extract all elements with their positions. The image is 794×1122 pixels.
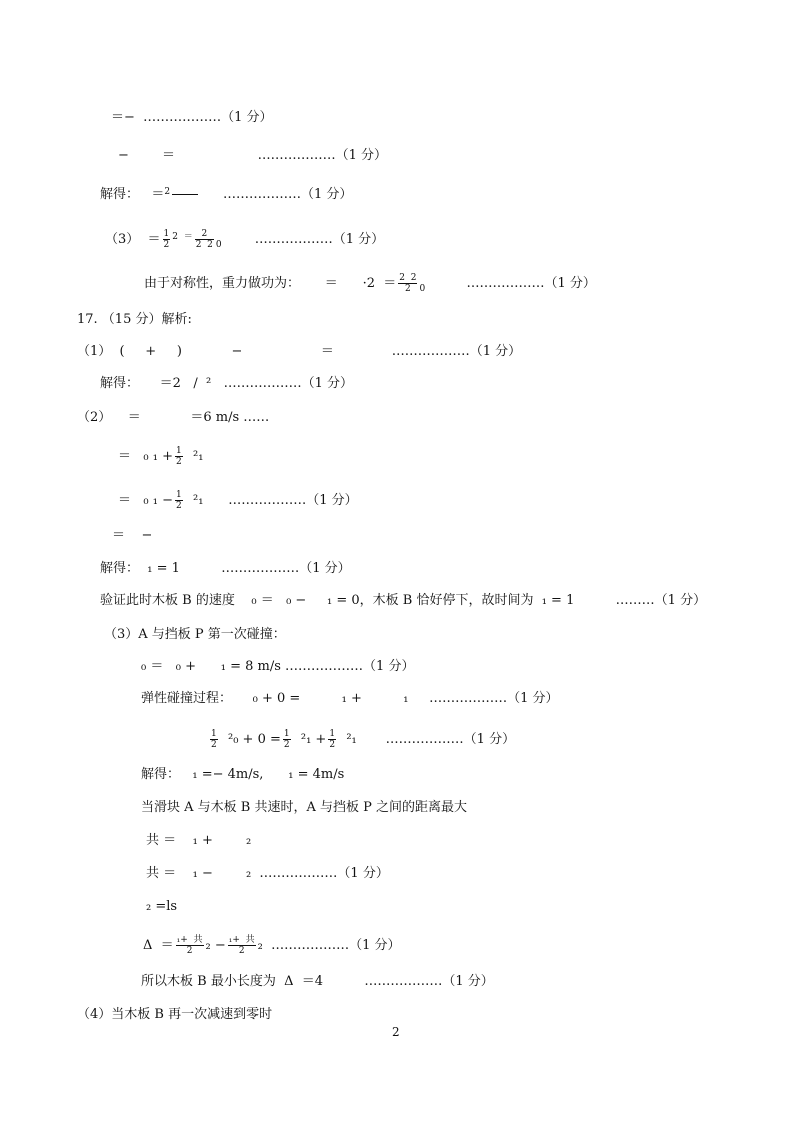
equation-line-22: 共 ＝ ₁ − ₂ ………………（1 分） (146, 866, 389, 881)
denominator: 2 (404, 284, 411, 294)
equation-line-25: 所以木板 B 最小长度为 Δ ＝4 ………………（1 分） (141, 974, 494, 989)
page-number: 2 (392, 1025, 400, 1039)
fraction (163, 229, 171, 250)
expr-part: ²₁ (184, 449, 204, 464)
denominator: 2 (329, 740, 336, 750)
equation-line-17: 弹性碰撞过程： ₀ + 0 = ₁ + ₁ ………………（1 分） (141, 691, 559, 706)
score-note: ………………（1 分） (254, 232, 385, 247)
equation-line-5 (144, 273, 596, 297)
equation-line-2: − ＝ ………………（1 分） (118, 148, 388, 163)
equation-line-13: 解得： ₁ = 1 ………………（1 分） (100, 561, 351, 576)
text-line-20: 当滑块 A 与木板 B 共速时，A 与挡板 P 之间的距离最大 (141, 800, 468, 815)
fraction (176, 935, 204, 956)
equation-line-12: ＝ − (112, 528, 153, 543)
equation-line-10 (118, 446, 203, 467)
denominator: 2 (238, 946, 245, 956)
numerator: ₁+ 共 (176, 935, 203, 945)
fraction (195, 229, 214, 250)
equation-line-7: （1） ( + ) − ＝ ………………（1 分） (77, 344, 522, 359)
denominator: 2 (163, 240, 170, 250)
equation-line-9: （2） ＝ ＝6 m/s …… (77, 410, 270, 425)
expr-part: ＝ ₀ ₁ + (118, 449, 173, 464)
expr-part: ₂ ………………（1 分） (257, 938, 401, 953)
equation-line-3 (100, 184, 352, 203)
superscript: 2 (164, 187, 171, 197)
fraction (398, 273, 417, 294)
fraction (228, 935, 256, 956)
equation-line-8: 解得： ＝2 / ² ………………（1 分） (100, 376, 353, 391)
fraction (175, 490, 183, 511)
denominator: 2 (186, 946, 193, 956)
question-heading: 17. （15 分）解析: (77, 312, 192, 327)
equation-line-11 (118, 490, 358, 511)
part-4-heading: （4）当木板 B 再一次减速到零时 (77, 1007, 273, 1022)
numerator: 1 (283, 729, 290, 739)
denominator: 2 (211, 740, 217, 750)
numerator: 2 (195, 229, 214, 240)
fraction (175, 446, 183, 467)
expr-part: （3） ＝ (105, 232, 161, 247)
expr-part: 由于对称性，重力做功为： ＝ ·2 ＝ (144, 276, 397, 291)
numerator: 1 (163, 229, 170, 239)
equation-line-23: ₂ =ls (146, 899, 178, 914)
equation-line-4 (105, 229, 384, 253)
expr-part: 2 ＝ (172, 232, 193, 242)
numerator: 1 (211, 729, 217, 739)
solve-label: 解得： ＝ (100, 187, 165, 202)
part-3-heading: （3）A 与挡板 P 第一次碰撞： (104, 627, 286, 642)
equation-line-14: 验证此时木板 B 的速度 ₀ ＝ ₀ − ₁ = 0，木板 B 恰好停下，故时间为 ₁ = 1 ………（1 分） (100, 593, 707, 608)
fraction (283, 729, 291, 750)
score-note: ………………（1 分） (222, 187, 353, 202)
equation-line-19: 解得： ₁ =− 4m/s, ₁ = 4m/s (141, 767, 345, 782)
expr-part: ²₁ ………………（1 分） (184, 493, 358, 508)
subscript: 0 (215, 240, 222, 250)
expr-part: Δ ＝ (143, 938, 174, 953)
expr-part: ²₁ + (292, 732, 327, 747)
expr-part: ²₁ ………………（1 分） (338, 732, 516, 747)
subscript: 0 (419, 284, 426, 294)
equation-line-24 (143, 935, 401, 956)
equation-line-18 (208, 729, 515, 750)
numerator: 1 (329, 729, 336, 739)
equation-line-16: ₀ ＝ ₀ + ₁ = 8 m/s ………………（1 分） (141, 659, 415, 674)
numerator: 1 (175, 446, 182, 456)
expr-part: ²₀ + 0 = (219, 732, 281, 747)
denominator: 2 (175, 501, 182, 511)
equation-line-1: ＝− ………………（1 分） (111, 110, 273, 125)
fraction-bar (172, 194, 198, 195)
expr-part: ₂ − (205, 938, 226, 953)
equation-line-21: 共 ＝ ₁ + ₂ (146, 833, 252, 848)
numerator: 1 (175, 490, 182, 500)
expr-part: ＝ ₀ ₁ − (118, 493, 173, 508)
numerator: 2 2 (399, 273, 417, 283)
denominator: 2 (283, 740, 290, 750)
denominator: 2 2 (195, 240, 213, 250)
score-note: ………………（1 分） (466, 276, 596, 291)
fraction (328, 729, 336, 750)
numerator: ₁+ 共 (228, 935, 255, 945)
denominator: 2 (175, 457, 182, 467)
fraction (210, 729, 218, 750)
